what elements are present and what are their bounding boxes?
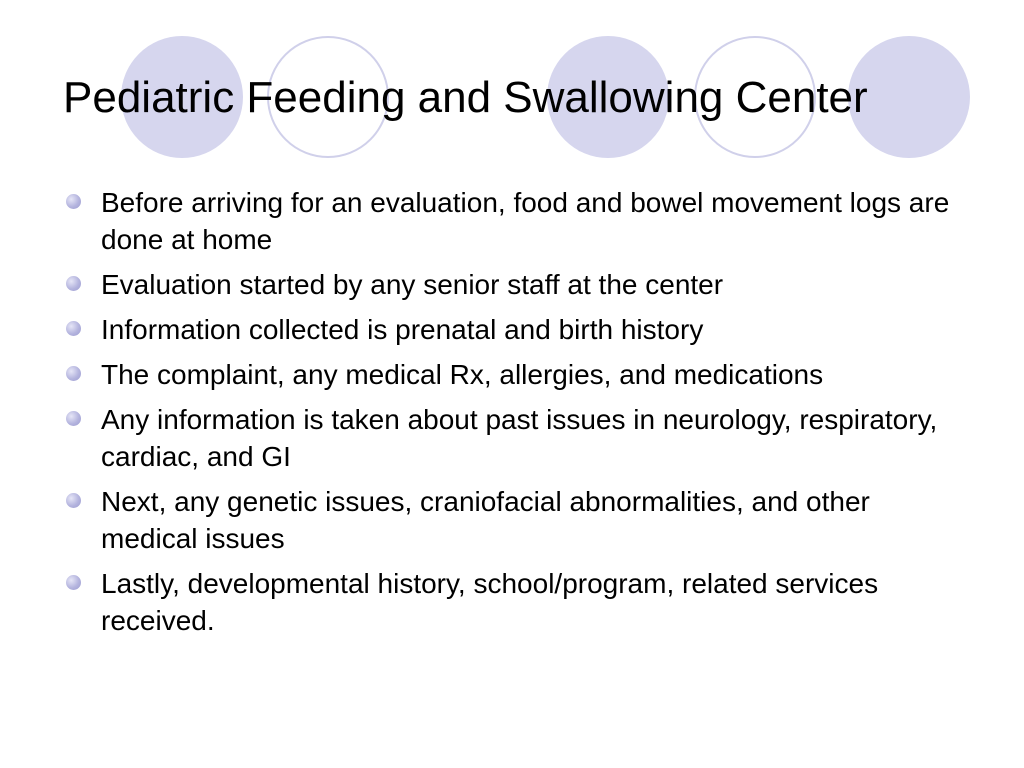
- bullet-list: [66, 184, 966, 647]
- bullet-text: The complaint, any medical Rx, allergies, and medications: [101, 359, 824, 390]
- bullet-item: [66, 356, 966, 393]
- bullet-item: [66, 311, 966, 348]
- bullet-text: Information collected is prenatal and birth history: [101, 314, 704, 345]
- bullet-dot-icon: [66, 194, 81, 209]
- bullet-item: [66, 401, 966, 475]
- bullet-text: Lastly, developmental history, school/program, related services received.: [101, 568, 879, 636]
- bullet-dot-icon: [66, 321, 81, 336]
- bullet-item: [66, 565, 966, 639]
- bullet-dot-icon: [66, 366, 81, 381]
- bullet-item: [66, 266, 966, 303]
- bullet-text: Evaluation started by any senior staff at the center: [101, 269, 724, 300]
- bullet-item: [66, 184, 966, 258]
- bullet-item: [66, 483, 966, 557]
- bullet-dot-icon: [66, 575, 81, 590]
- slide-title: Pediatric Feeding and Swallowing Center: [63, 73, 868, 122]
- bullet-dot-icon: [66, 276, 81, 291]
- bullet-dot-icon: [66, 493, 81, 508]
- bullet-dot-icon: [66, 411, 81, 426]
- bullet-text: Next, any genetic issues, craniofacial abnormalities, and other medical issues: [101, 486, 870, 554]
- bullet-text: Before arriving for an evaluation, food and bowel movement logs are done at home: [101, 187, 950, 255]
- bullet-text: Any information is taken about past issues in neurology, respiratory, cardiac, and GI: [101, 404, 938, 472]
